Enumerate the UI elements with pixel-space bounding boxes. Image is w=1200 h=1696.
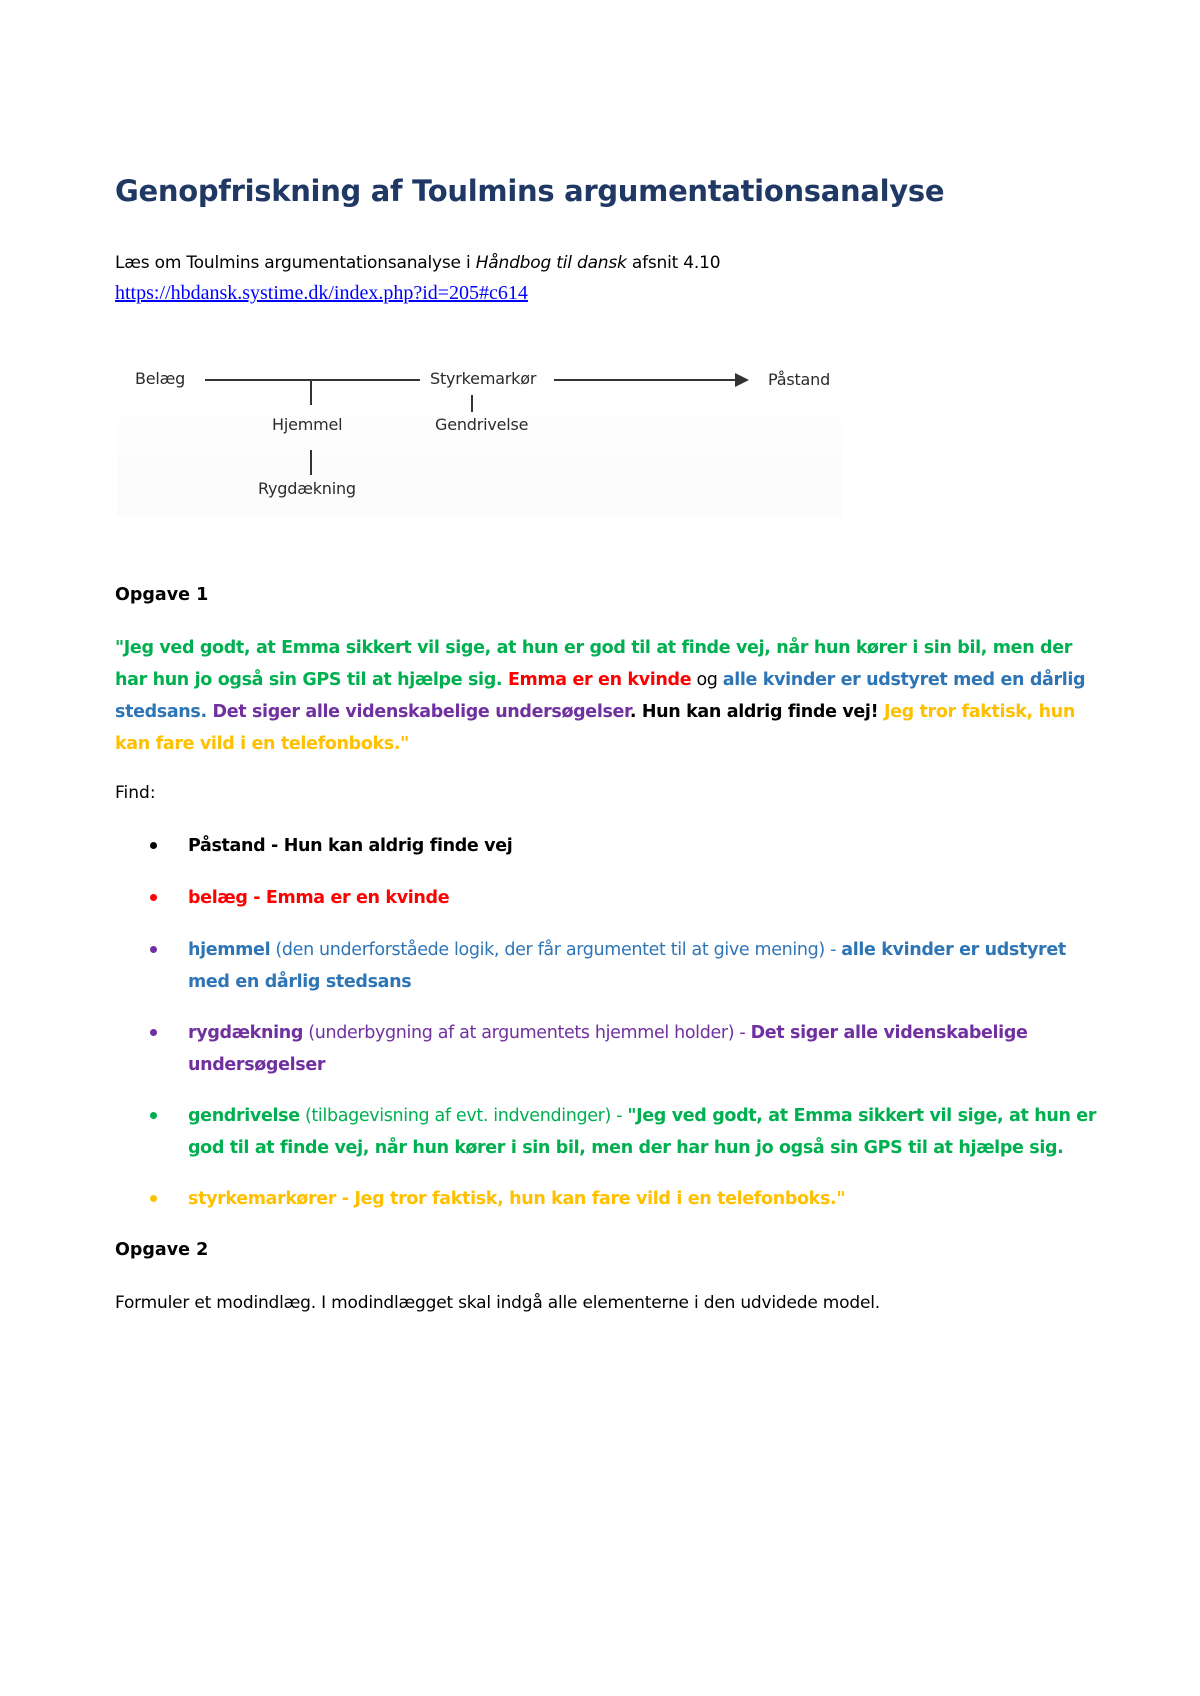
item-text (188, 934, 1103, 998)
item-answer: alle kvinder er udstyret med en dårlig stedsans (188, 940, 1066, 992)
item-text (188, 882, 1103, 914)
item-explain: (den underforståede logik, der får argumentet til at give mening) - (270, 940, 842, 960)
diagram-label-paastand: Påstand (768, 370, 831, 389)
quote-dot2: . (629, 702, 642, 722)
diagram-label-rygdaekning: Rygdækning (258, 479, 356, 498)
item-sep: - (265, 836, 284, 856)
item-term: belæg (188, 888, 248, 908)
bullet-icon (150, 1112, 157, 1119)
toulmin-diagram (117, 355, 842, 517)
systime-link[interactable]: https://hbdansk.systime.dk/index.php?id=205#c614 (115, 282, 528, 304)
quote-dot1: . (200, 702, 213, 722)
item-answer: Jeg tror faktisk, hun kan fare vild i en telefonboks." (354, 1189, 846, 1209)
quote-excl: ! (870, 702, 884, 722)
item-text (188, 830, 1103, 862)
argument-quote (115, 632, 1090, 760)
diagram-label-hjemmel: Hjemmel (272, 415, 343, 434)
item-term: gendrivelse (188, 1106, 300, 1126)
opgave1-heading: Opgave 1 (115, 585, 209, 605)
item-term: rygdækning (188, 1023, 304, 1043)
find-label: Find: (115, 783, 156, 803)
diagram-label-styrkemarkoer: Styrkemarkør (430, 369, 537, 388)
diagram-label-belaeg: Belæg (135, 369, 186, 388)
item-explain: (underbygning af at argumentets hjemmel holder) - (303, 1023, 751, 1043)
item-sep: - (336, 1189, 355, 1209)
diagram-label-gendrivelse: Gendrivelse (435, 415, 529, 434)
item-answer: Det siger alle videnskabelige undersøgelser (188, 1023, 1028, 1075)
item-text (188, 1100, 1103, 1164)
quote-styrkemarkoer: Jeg tror faktisk, hun kan fare vild i en telefonboks." (115, 702, 1075, 754)
bullet-icon (150, 894, 157, 901)
item-explain: (tilbagevisning af evt. indvendinger) - (299, 1106, 628, 1126)
bullet-icon (150, 842, 157, 849)
quote-rygdaekning: Det siger alle videnskabelige undersøgelser (212, 702, 630, 722)
item-answer: "Jeg ved godt, at Emma sikkert vil sige, at hun er god til at finde vej, når hun kører i sin bil, men der har hun jo også sin GPS til at hjælpe sig. (188, 1106, 1097, 1158)
bullet-icon (150, 1195, 157, 1202)
book-title: Håndbog til dansk (475, 253, 627, 273)
page-title: Genopfriskning af Toulmins argumentationsanalyse (115, 174, 945, 208)
intro-text (115, 253, 720, 273)
quote-belaeg: Emma er en kvinde (507, 670, 692, 690)
item-sep: - (247, 888, 266, 908)
opgave2-heading: Opgave 2 (115, 1240, 209, 1260)
item-answer: Hun kan aldrig finde vej (283, 836, 513, 856)
item-answer: Emma er en kvinde (265, 888, 450, 908)
intro-prefix: Læs om Toulmins argumentationsanalyse i (115, 253, 476, 273)
intro-suffix: afsnit 4.10 (626, 253, 721, 273)
item-term: Påstand (188, 836, 266, 856)
quote-og: og (691, 670, 723, 690)
bullet-icon (150, 946, 157, 953)
item-term: hjemmel (188, 940, 271, 960)
quote-hjemmel: alle kvinder er udstyret med en dårlig stedsans (115, 670, 1086, 722)
quote-paastand: Hun kan aldrig finde vej (641, 702, 871, 722)
bullet-icon (150, 1029, 157, 1036)
item-text (188, 1017, 1103, 1081)
quote-gendrivelse: "Jeg ved godt, at Emma sikkert vil sige, at hun er god til at finde vej, når hun kører i sin bil, men der har hun jo også sin GPS til at hjælpe sig. (115, 638, 1073, 690)
opgave2-text: Formuler et modindlæg. I modindlægget skal indgå alle elementerne i den udvidede model. (115, 1293, 880, 1313)
item-term: styrkemarkører (188, 1189, 337, 1209)
item-text (188, 1183, 1103, 1215)
arrow-head (735, 373, 749, 387)
